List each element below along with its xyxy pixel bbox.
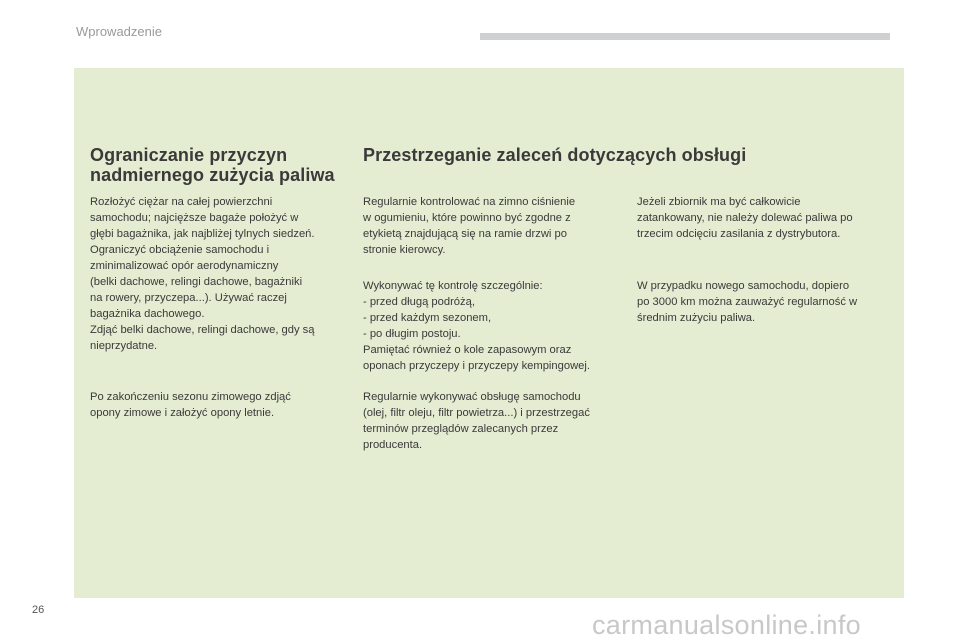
header-bar	[480, 33, 890, 40]
left-heading: Ograniczanie przyczyn nadmiernego zużycia paliwa	[90, 145, 335, 185]
section-title: Wprowadzenie	[76, 24, 162, 39]
right-heading: Przestrzeganie zaleceń dotyczących obsługi	[363, 145, 747, 165]
right-col1-paragraph-2: Wykonywać tę kontrolę szczególnie: - przed długą podróżą, - przed każdym sezonem, - po długim postoju. Pamiętać również o kole zapasowym oraz oponach przyczepy i przyczepy kempingowej.	[363, 280, 590, 372]
right-col2-paragraph-2: W przypadku nowego samochodu, dopiero po 3000 km można zauważyć regularność w średnim zużyciu paliwa.	[637, 280, 858, 324]
page-number: 26	[32, 604, 45, 616]
left-paragraph-2: Po zakończeniu sezonu zimowego zdjąć opony zimowe i założyć opony letnie.	[90, 391, 291, 419]
right-col1-paragraph-1: Regularnie kontrolować na zimno ciśnienie w ogumieniu, które powinno być zgodne z etykietą znajdującą się na ramie drzwi po stronie kierowcy.	[363, 196, 576, 256]
right-col2-paragraph-1: Jeżeli zbiornik ma być całkowicie zatankowany, nie należy dolewać paliwa po trzecim odcięciu zasilania z dystrybutora.	[637, 196, 853, 240]
right-col1-paragraph-3: Regularnie wykonywać obsługę samochodu (olej, filtr oleju, filtr powietrza...) i przestrzegać terminów przeglądów zalecanych przez producenta.	[363, 391, 590, 451]
left-paragraph-1: Rozłożyć ciężar na całej powierzchni samochodu; najcięższe bagaże położyć w głębi bagażnika, jak najbliżej tylnych siedzeń. Ograniczyć obciążenie samochodu i zminimalizować opór aerodynamiczny (belki dachowe, relingi dachowe, bagażniki na rowery, przyczepa...). Używać raczej bagażnika dachowego. Zdjąć belki dachowe, relingi dachowe, gdy są nieprzydatne.	[90, 196, 315, 352]
watermark: carmanualsonline.info	[592, 610, 861, 640]
